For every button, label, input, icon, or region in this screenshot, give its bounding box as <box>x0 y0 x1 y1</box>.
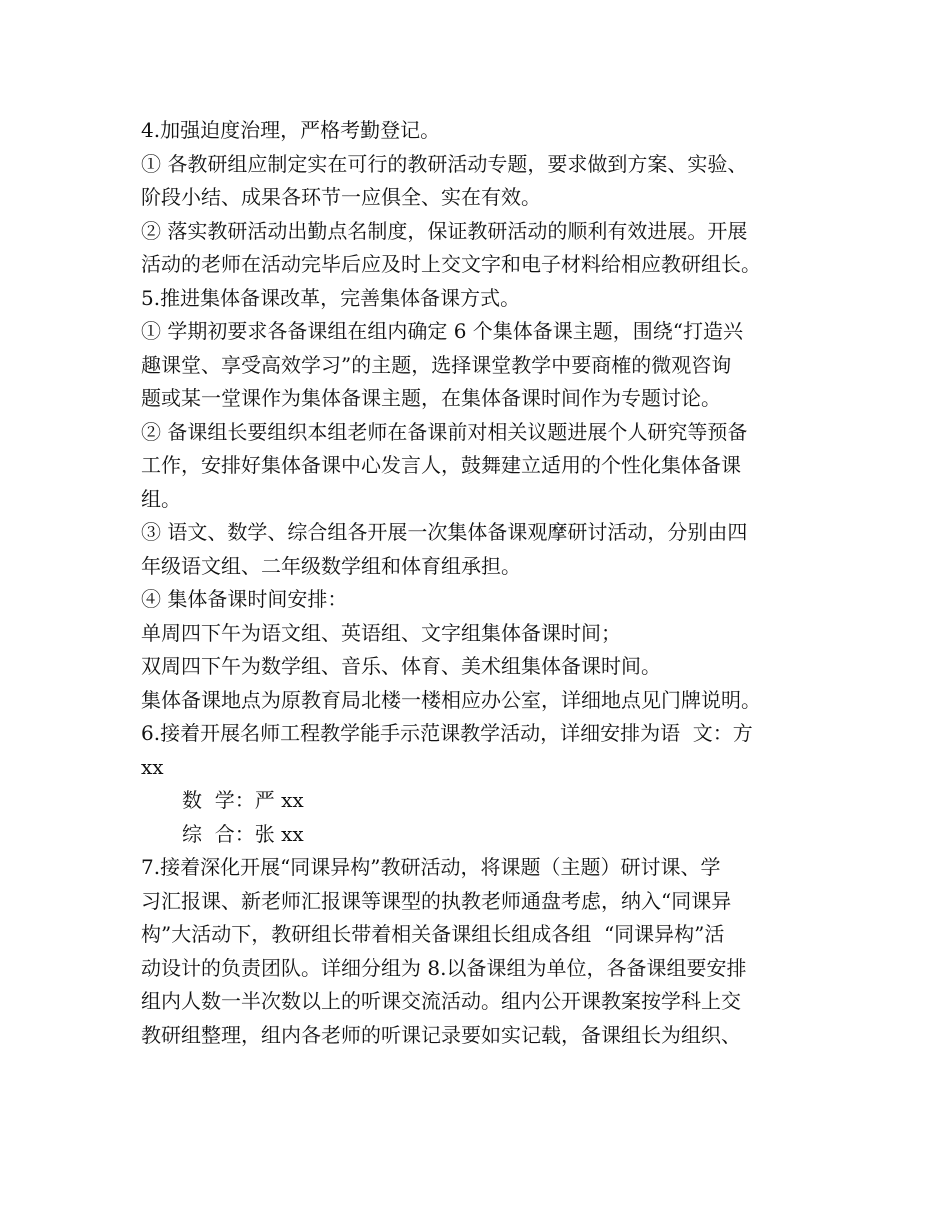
text-line: 趣课堂、享受高效学习”的主题，选择课堂教学中要商榷的微观咨询 <box>141 352 732 377</box>
text-line: 5.推进集体备课改革，完善集体备课方式。 <box>141 285 521 310</box>
text-line: 年级语文组、二年级数学组和体育组承担。 <box>141 553 521 578</box>
text-line-indented: 综 合：张 xx <box>182 821 304 846</box>
text-line: ③ 语文、数学、综合组各开展一次集体备课观摩研讨活动，分别由四 <box>141 520 748 544</box>
text-line: ④ 集体备课时间安排： <box>141 587 348 611</box>
text-line: 4.加强迫度治理，严格考勤登记。 <box>141 118 441 142</box>
text-line: ② 落实教研活动出勤点名制度，保证教研活动的顺利有效进展。开展 <box>141 218 748 243</box>
text-line: 单周四下午为语文组、英语组、文字组集体备课时间； <box>141 620 621 645</box>
text-line: 题或某一堂课作为集体备课主题，在集体备课时间作为专题讨论。 <box>141 386 721 410</box>
text-line: 构”大活动下，教研组长带着相关备课组长组成各组 “同课异构”活 <box>141 922 725 946</box>
text-line: 教研组整理，组内各老师的听课记录要如实记载，备课组长为组织、 <box>141 1022 741 1047</box>
text-line: 组。 <box>141 486 181 511</box>
text-line: 活动的老师在活动完毕后应及时上交文字和电子材料给相应教研组长。 <box>141 252 761 276</box>
text-line: ② 备课组长要组织本组老师在备课前对相关议题进展个人研究等预备 <box>141 419 748 444</box>
text-line: 工作，安排好集体备课中心发言人，鼓舞建立适用的个性化集体备课 <box>141 453 741 477</box>
text-line: 6.接着开展名师工程教学能手示范课教学活动，详细安排为语 文：方 <box>141 721 753 745</box>
text-line: 双周四下午为数学组、音乐、体育、美术组集体备课时间。 <box>141 654 661 678</box>
text-line: 阶段小结、成果各环节一应俱全、实在有效。 <box>141 185 541 209</box>
text-line: 习汇报课、新老师汇报课等课型的执教老师通盘考虑，纳入“同课异 <box>141 888 732 913</box>
document-body <box>141 114 821 1052</box>
text-line: 集体备课地点为原教育局北楼一楼相应办公室，详细地点见门牌说明。 <box>141 687 761 712</box>
text-line: ① 各教研组应制定实在可行的教研活动专题，要求做到方案、实验、 <box>141 151 748 176</box>
text-line: xx <box>141 754 164 779</box>
text-line-indented: 数 学：严 xx <box>182 788 304 812</box>
text-line: ① 学期初要求各备课组在组内确定 6 个集体备课主题，围绕“打造兴 <box>141 319 744 343</box>
text-line: 组内人数一半次数以上的听课交流活动。组内公开课教案按学科上交 <box>141 989 741 1013</box>
text-line: 动设计的负责团队。详细分组为 8.以备课组为单位，各备课组要安排 <box>141 955 747 980</box>
text-line: 7.接着深化开展“同课异构”教研活动，将课题（主题）研讨课、学 <box>141 855 721 879</box>
